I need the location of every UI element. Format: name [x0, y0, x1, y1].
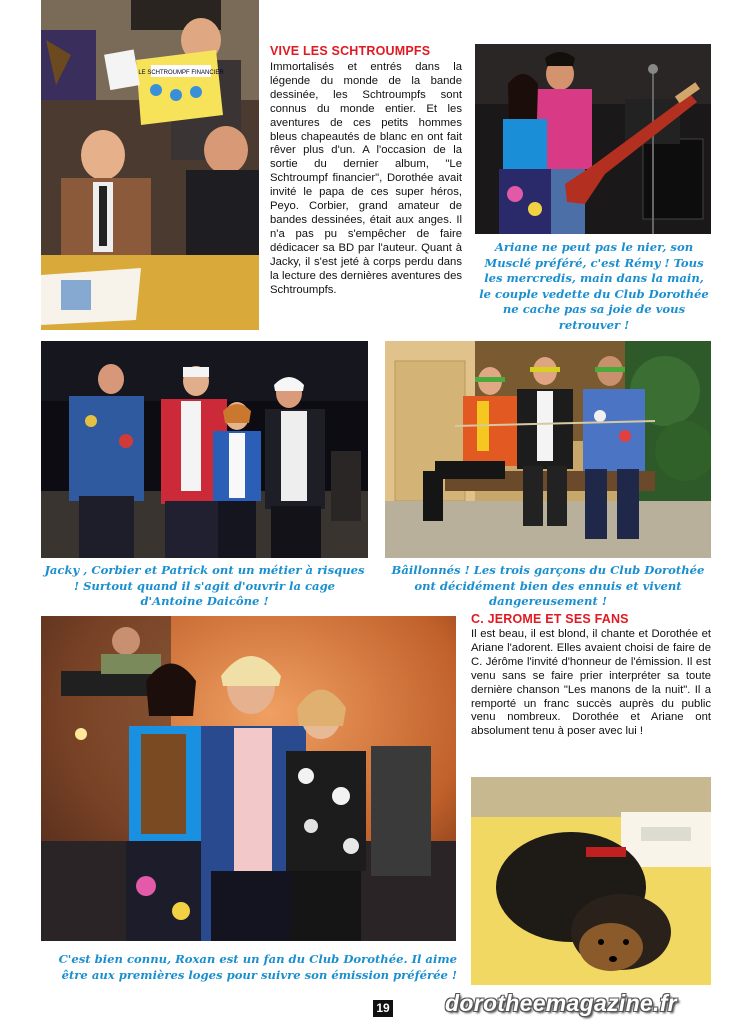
photo-peyo-schtroumpfs	[41, 0, 259, 330]
photo-baillonnes	[385, 341, 711, 558]
caption-baillonnes: Bâillonnés ! Les trois garçons du Club Dorothée ont décidément bien des ennuis et vivent dangereusement !	[391, 563, 705, 608]
photo-c-jerome-fans	[41, 616, 456, 941]
article-heading-schtroumpfs: VIVE LES SCHTROUMPFS	[270, 44, 431, 58]
article-body-c-jerome: Il est beau, il est blond, il chante et Dorothée et Ariane l'adorent. Elles avaient choisi de faire de C. Jérôme l'invité d'honneur de l'émission. Il est venu sans se faire prier interpréter sa toute dernière chanson "Les manons de la nuit". Il a remporté un franc succès auprès du public venu nombreux. Dorothée et Ariane ont absolument tenu à poser avec lui !	[471, 628, 711, 738]
caption-roxan: C'est bien connu, Roxan est un fan du Club Dorothée. Il aime être aux premières loges pour suivre son émission préférée !	[58, 952, 457, 982]
page-number: 19	[373, 1000, 393, 1017]
photo-roxan-dog	[471, 777, 711, 985]
photo-jacky-corbier-patrick	[41, 341, 368, 558]
caption-jacky-corbier-patrick: Jacky , Corbier et Patrick ont un métier à risques ! Surtout quand il s'agit d'ouvrir la cage d'Antoine Daicône !	[44, 563, 365, 608]
caption-ariane-remy: Ariane ne peut pas le nier, son Musclé préféré, c'est Rémy ! Tous les mercredis, main dans la main, le couple vedette du Club Dorothée ne cache pas sa joie de vous retrouver !	[479, 240, 709, 332]
article-heading-c-jerome: C. JEROME ET SES FANS	[471, 612, 629, 626]
article-body-schtroumpfs: Immortalisés et entrés dans la légende du monde de la bande dessinée, les Schtroumpfs sont connus du monde entier. Et les aventures de ces petits hommes bleus chapeautés de blanc en ont fait rêver plus d'un. A l'occasion de la sortie du dernier album, "Le Schtroumpf financier", Dorothée avait invité le papa de ces super héros, Peyo. Corbier, grand amateur de bandes dessinées, était aux anges. Il n'a pas pu s'empêcher de faire dédicacer sa BD par l'auteur. Quant à Jacky, il s'est jeté à corps perdu dans la lecture des dernières aventures des Schtroumpfs.	[270, 61, 462, 296]
site-watermark: dorotheemagazine.fr	[445, 990, 677, 1016]
book-cover-title: LE SCHTROUMPF FINANCIER	[138, 70, 224, 76]
photo-ariane-remy	[475, 44, 711, 234]
